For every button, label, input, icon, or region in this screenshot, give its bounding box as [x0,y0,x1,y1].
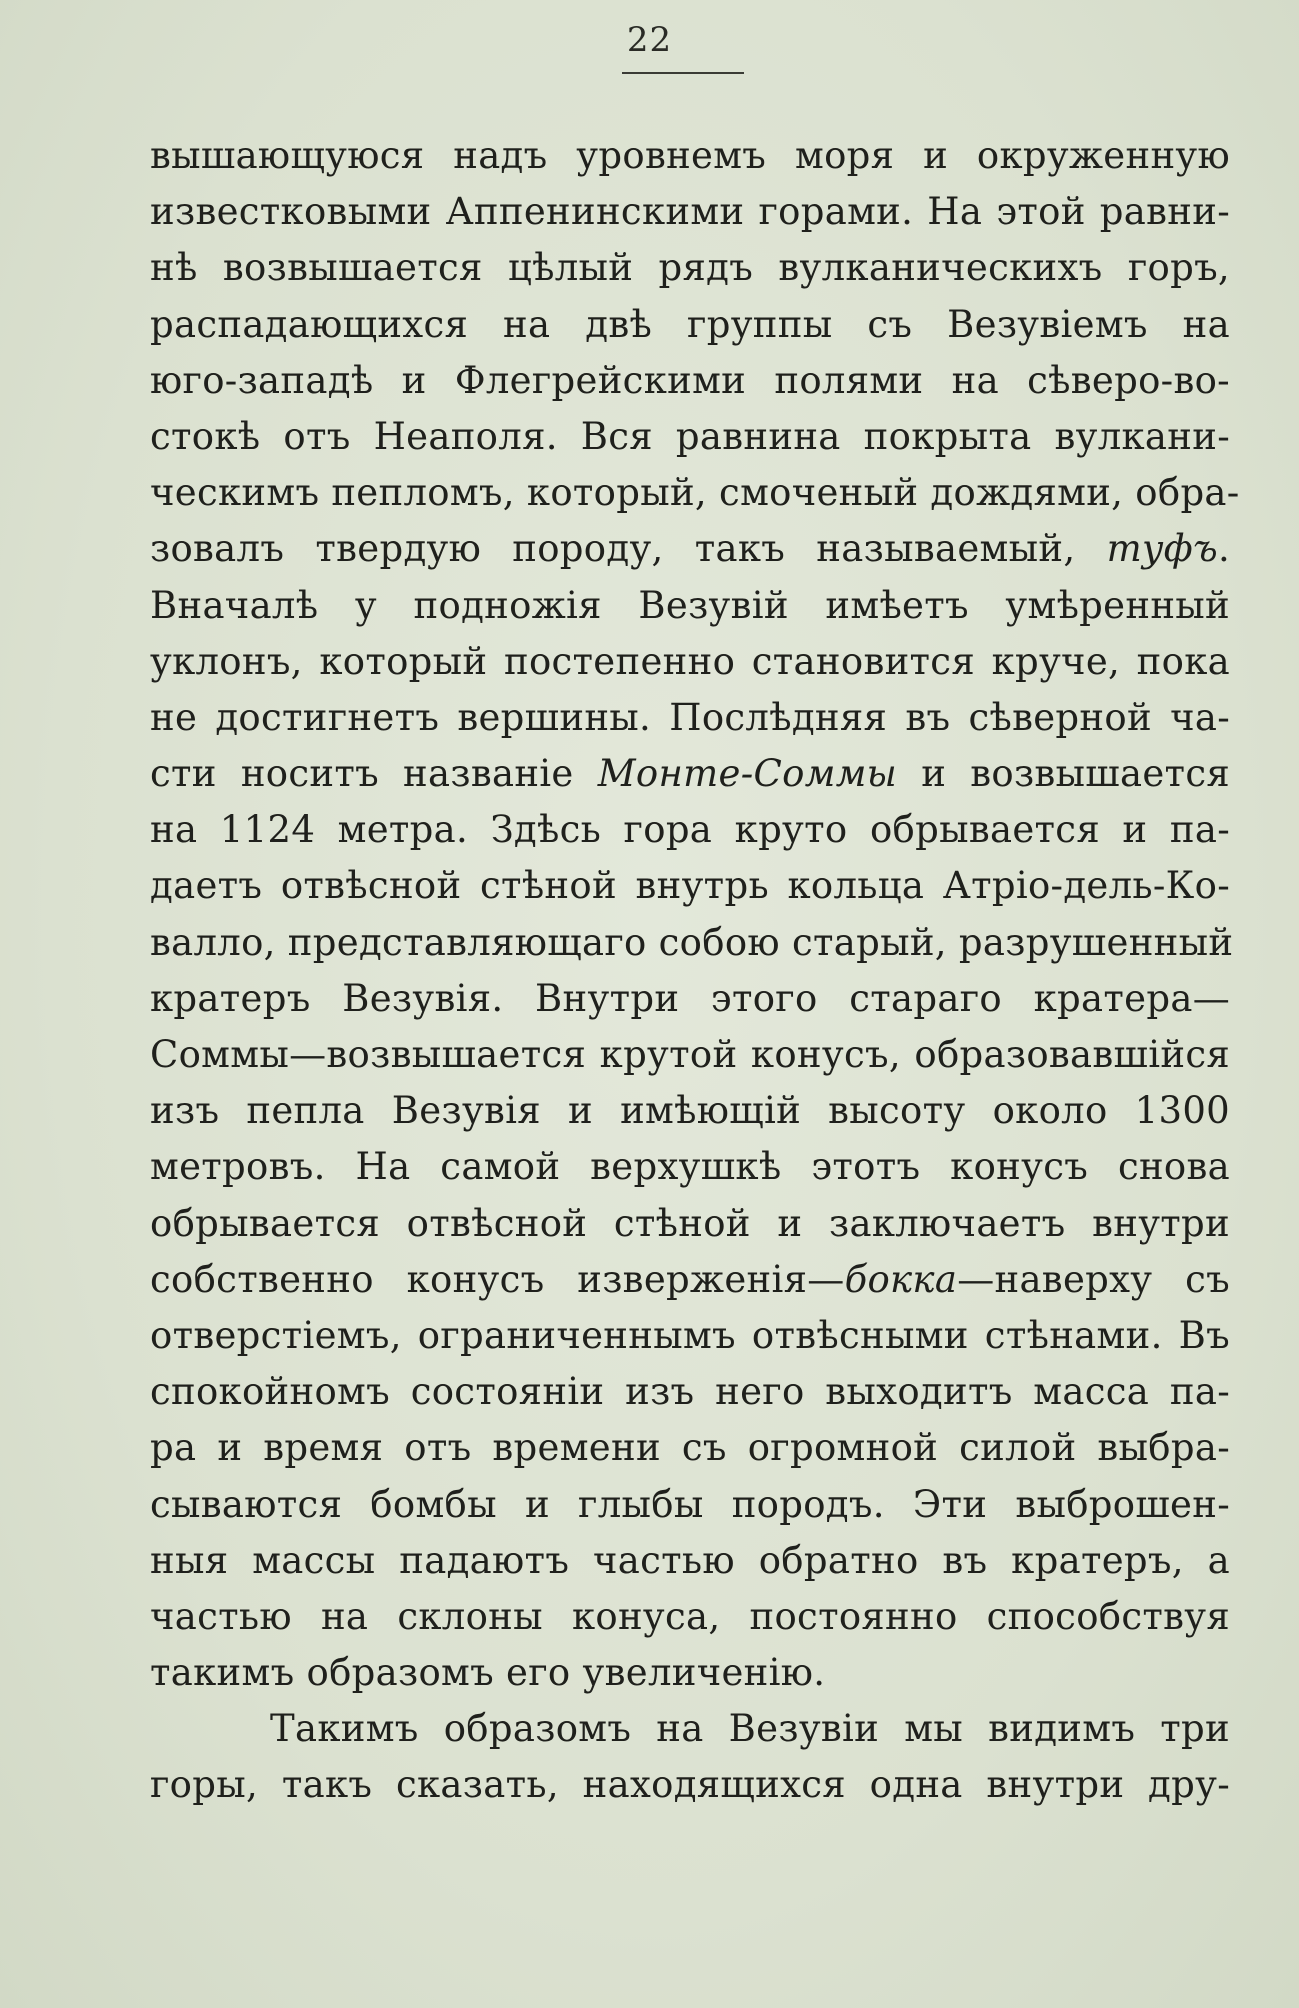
text-segment: Соммы—возвышается крутой конусъ, образовавшійся [150,1033,1230,1076]
text-segment: Вначалѣ у подножія Везувій имѣетъ умѣренный [150,583,1230,627]
text-line [150,1308,1230,1364]
text-line [150,240,1230,296]
text-segment: сти носитъ названіе [150,752,598,796]
text-segment: ныя массы падаютъ частью обратно въ кратеръ, а [150,1538,1230,1582]
text-segment: известковыми Аппенинскими горами. На этой равни- [150,190,1230,234]
text-segment: валло, представляющаго собою старый, разрушенный [150,920,1234,964]
text-segment: на 1124 метра. Здѣсь гора круто обрывается и па- [150,808,1230,852]
header-rule [622,72,744,74]
text-line [150,1757,1230,1813]
text-line [150,465,1240,521]
text-segment: Такимъ образомъ на Везувіи мы видимъ три [270,1707,1230,1751]
body-text [150,128,1240,1814]
text-line [150,578,1230,634]
text-segment: не достигнетъ вершины. Послѣдняя въ сѣверной ча- [150,695,1230,739]
text-segment: частью на склоны конуса, постоянно способствуя [150,1594,1230,1638]
text-line [150,1589,1230,1645]
text-line [150,521,1230,577]
text-line [150,690,1230,746]
text-segment: спокойномъ состояніи изъ него выходитъ масса па- [150,1370,1230,1414]
text-segment: нѣ возвышается цѣлый рядъ вулканическихъ горъ, [150,246,1230,290]
text-segment: стокѣ отъ Неаполя. Вся равнина покрыта вулкани- [150,414,1230,458]
text-line [150,971,1230,1027]
text-line [150,746,1230,802]
text-segment: распадающихся на двѣ группы съ Везувіемъ на [150,302,1230,346]
text-segment: и возвышается [897,752,1230,796]
text-line [150,1252,1230,1308]
italic-term: Монте-Соммы [597,752,898,796]
text-line [150,1533,1230,1589]
text-segment: —наверху съ [957,1257,1230,1301]
italic-term: бокка [844,1257,958,1301]
text-line [150,1083,1230,1139]
text-segment: изъ пепла Везувія и имѣющій высоту около 1300 [150,1089,1230,1133]
text-segment: такимъ образомъ его увеличенію. [150,1651,826,1695]
text-segment: ра и время отъ времени съ огромной силой выбра- [150,1426,1230,1470]
text-segment: метровъ. На самой верхушкѣ этотъ конусъ снова [150,1145,1230,1189]
text-line [150,1477,1230,1533]
text-line [150,1420,1230,1476]
text-segment: горы, такъ сказать, находящихся одна внутри дру- [150,1763,1230,1807]
text-segment: юго-западѣ и Флегрейскими полями на сѣверо-во- [150,358,1230,402]
text-line [150,1701,1230,1757]
text-line [150,1645,1230,1701]
text-line [150,409,1230,465]
text-segment: обрывается отвѣсной стѣной и заключаетъ внутри [150,1201,1230,1245]
text-segment: даетъ отвѣсной стѣной внутрь кольца Атріо-дель-Ко- [150,864,1230,908]
text-line [150,184,1230,240]
text-segment: собственно конусъ изверженія— [150,1257,845,1301]
text-segment: отверстіемъ, ограниченнымъ отвѣсными стѣнами. Въ [150,1313,1230,1357]
text-line [150,1139,1230,1195]
text-line [150,128,1230,184]
page-number: 22 [626,20,673,60]
text-line [150,1196,1230,1252]
text-line [150,353,1230,409]
text-line [150,858,1230,914]
text-segment: кратеръ Везувія. Внутри этого стараго кратера— [150,976,1230,1020]
text-line [150,1364,1230,1420]
text-segment: ческимъ пепломъ, который, смоченый дождями, обра- [150,471,1240,515]
text-line [150,634,1230,690]
text-segment: вышающуюся надъ уровнемъ моря и окруженную [150,134,1230,177]
text-segment: зовалъ твердую породу, такъ называемый, [150,527,1107,571]
text-line [150,297,1230,353]
text-line [150,915,1234,971]
text-segment: . [1217,527,1230,571]
italic-term: туфъ [1106,527,1218,571]
text-segment: сываются бомбы и глыбы породъ. Эти выброшен- [150,1482,1230,1526]
text-line [150,1027,1230,1083]
text-segment: уклонъ, который постепенно становится круче, пока [150,639,1230,683]
text-line [150,802,1230,858]
